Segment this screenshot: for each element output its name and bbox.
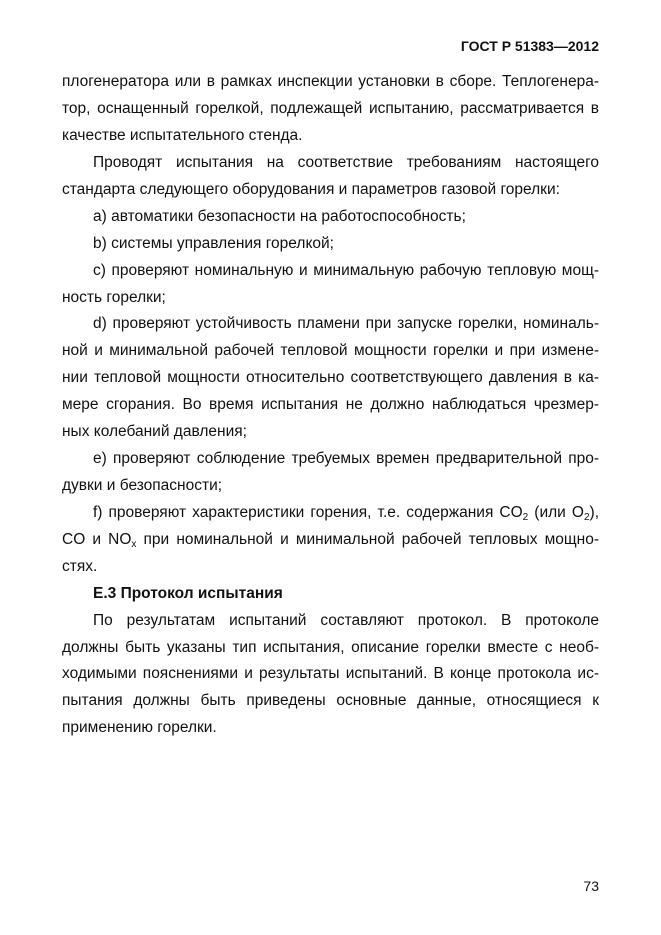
text-line: ходимыми пояснениями и результаты испытаний. В конце протокола ис- xyxy=(62,665,599,682)
text-line: дувки и безопасности; xyxy=(62,477,223,494)
text-line: ность горелки; xyxy=(62,289,166,306)
list-item-d: d) проверяют устойчивость пламени при запуске горелки, номиналь- xyxy=(93,315,599,332)
section-heading: Е.3 Протокол испытания xyxy=(93,585,283,602)
subscript: x xyxy=(131,539,137,550)
text-line: Проводят испытания на соответствие требованиям настоящего xyxy=(93,154,599,171)
text-run: (или O xyxy=(528,504,584,521)
text-line: нии тепловой мощности относительно соответствующего давления в ка- xyxy=(62,369,599,386)
text-line: должны быть указаны тип испытания, описание горелки вместе с необ- xyxy=(62,639,599,656)
text-line xyxy=(62,530,599,550)
text-line: тор, оснащенный горелкой, подлежащей испытанию, рассматривается в xyxy=(62,100,599,117)
text-line: ных колебаний давления; xyxy=(62,423,247,440)
text-line: стях. xyxy=(62,558,98,575)
list-item-e: e) проверяют соблюдение требуемых времен предварительной про- xyxy=(93,450,599,467)
list-item-a: a) автоматики безопасности на работоспособность; xyxy=(93,208,466,225)
text-line: плогенератора или в рамках инспекции установки в сборе. Теплогенера- xyxy=(62,73,599,90)
subscript: 2 xyxy=(583,512,590,523)
document-header: ГОСТ Р 51383—2012 xyxy=(460,38,599,54)
text-line: По результатам испытаний составляют протокол. В протоколе xyxy=(93,612,599,629)
page-number: 73 xyxy=(583,878,599,894)
text-line: ной и минимальной рабочей тепловой мощности горелки и при измене- xyxy=(62,342,599,359)
list-item-f xyxy=(93,503,599,523)
list-item-b: b) системы управления горелкой; xyxy=(93,235,334,252)
text-run: f) проверяют характеристики горения, т.е. содержания CO xyxy=(93,504,523,521)
text-line: применению горелки. xyxy=(62,719,217,736)
text-run: при номинальной и минимальной рабочей тепловых мощно- xyxy=(136,531,599,548)
text-run: CO и NO xyxy=(62,531,132,548)
text-line: стандарта следующего оборудования и параметров газовой горелки: xyxy=(62,181,560,198)
subscript: 2 xyxy=(522,512,529,523)
text-run: ), xyxy=(589,504,599,521)
text-line: качестве испытательного стенда. xyxy=(62,127,303,144)
text-line: пытания должны быть приведены основные данные, относящиеся к xyxy=(62,692,599,709)
text-line: мере сгорания. Во время испытания не должно наблюдаться чрезмер- xyxy=(62,396,599,413)
list-item-c: c) проверяют номинальную и минимальную рабочую тепловую мощ- xyxy=(93,262,599,279)
